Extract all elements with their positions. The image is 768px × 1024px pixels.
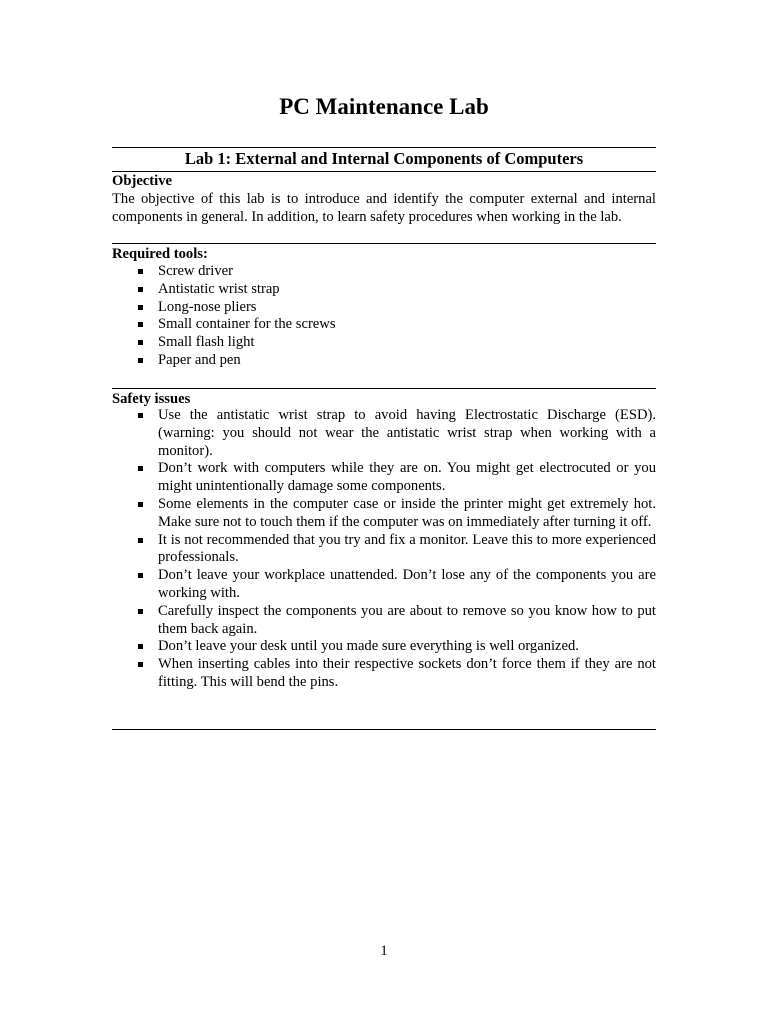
list-item-text: Antistatic wrist strap — [158, 280, 280, 297]
divider-bottom — [112, 729, 656, 730]
list-item — [112, 281, 656, 299]
list-item — [112, 407, 656, 460]
required-tools-list — [112, 263, 656, 370]
square-bullet-icon — [138, 322, 143, 327]
list-item-text: Carefully inspect the components you are about to remove so you know how to put them back again. — [158, 602, 656, 637]
divider-top — [112, 147, 656, 148]
objective-text: The objective of this lab is to introduce and identify the computer external and internal components in general. In addition, to learn safety procedures when working in the lab. — [112, 191, 656, 225]
required-tools-heading: Required tools: — [112, 246, 208, 262]
divider-tools — [112, 388, 656, 389]
square-bullet-icon — [138, 358, 143, 363]
objective-heading: Objective — [112, 173, 172, 189]
square-bullet-icon — [138, 573, 143, 578]
list-item-text: When inserting cables into their respective sockets don’t force them if they are not fitting. This will bend the pins. — [158, 656, 656, 690]
list-item — [112, 334, 656, 352]
list-item-text: Paper and pen — [158, 351, 241, 368]
square-bullet-icon — [138, 538, 143, 543]
square-bullet-icon — [138, 305, 143, 310]
square-bullet-icon — [138, 644, 143, 649]
page-number: 1 — [380, 943, 388, 959]
list-item — [112, 316, 656, 334]
square-bullet-icon — [138, 609, 143, 614]
list-item-text: Don’t leave your workplace unattended. Don’t lose any of the components you are working with. — [158, 567, 656, 601]
square-bullet-icon — [138, 466, 143, 471]
square-bullet-icon — [138, 287, 143, 292]
square-bullet-icon — [138, 662, 143, 667]
page-title: PC Maintenance Lab — [279, 94, 489, 119]
square-bullet-icon — [138, 340, 143, 345]
list-item — [112, 460, 656, 496]
list-item — [112, 567, 656, 603]
list-item-text: Small flash light — [158, 334, 255, 351]
list-item-text: Small container for the screws — [158, 316, 336, 333]
lab-title: Lab 1: External and Internal Components of Computers — [184, 149, 584, 168]
safety-issues-heading: Safety issues — [112, 391, 191, 407]
list-item — [112, 263, 656, 281]
divider-lab-title — [112, 171, 656, 172]
square-bullet-icon — [138, 269, 143, 274]
list-item — [112, 603, 656, 639]
list-item-text: It is not recommended that you try and fix a monitor. Leave this to more experienced professionals. — [158, 531, 656, 566]
safety-issues-list — [112, 407, 656, 692]
list-item — [112, 352, 656, 370]
list-item-text: Use the antistatic wrist strap to avoid having Electrostatic Discharge (ESD). (warning: you should not wear the antistatic wrist strap when working with a monitor). — [158, 407, 656, 459]
list-item-text: Don’t leave your desk until you made sure everything is well organized. — [158, 638, 579, 655]
list-item — [112, 532, 656, 568]
square-bullet-icon — [138, 413, 143, 418]
list-item-text: Long-nose pliers — [158, 298, 257, 315]
divider-objective — [112, 243, 656, 244]
list-item — [112, 656, 656, 692]
list-item — [112, 299, 656, 317]
square-bullet-icon — [138, 502, 143, 507]
list-item-text: Some elements in the computer case or inside the printer might get extremely hot. Make sure not to touch them if the computer was on immediately after turning it off. — [158, 495, 656, 530]
list-item-text: Don’t work with computers while they are on. You might get electrocuted or you might unintentionally damage some components. — [158, 460, 656, 495]
list-item-text: Screw driver — [158, 263, 233, 279]
list-item — [112, 496, 656, 532]
list-item — [112, 638, 656, 656]
